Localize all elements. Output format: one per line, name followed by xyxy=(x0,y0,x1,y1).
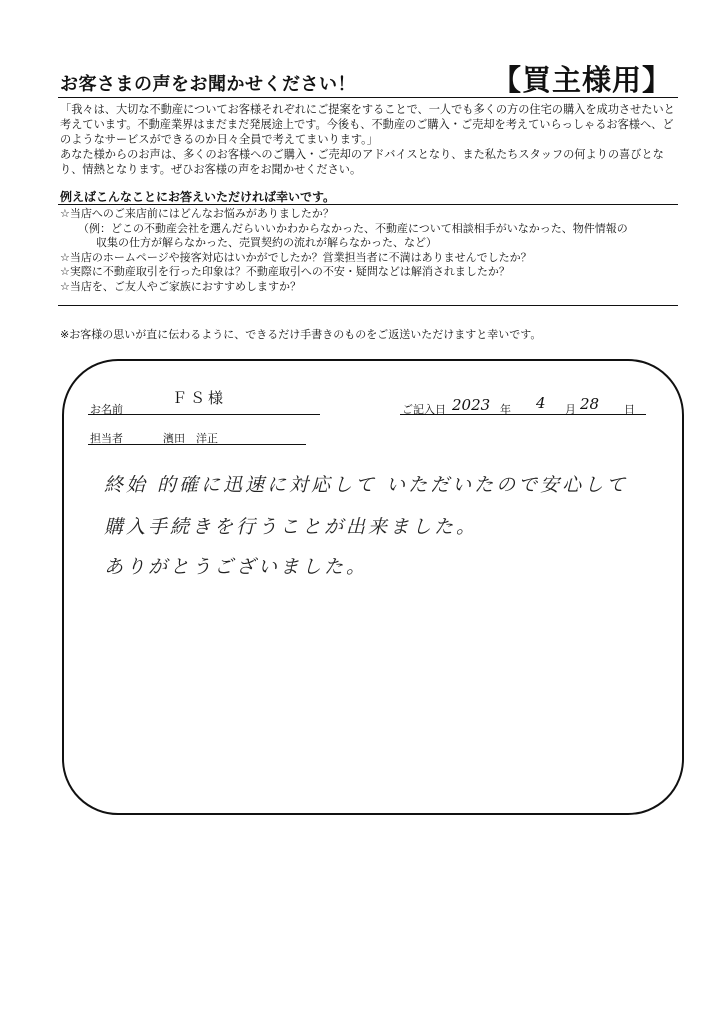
question-list xyxy=(60,207,628,295)
example-heading-underline xyxy=(58,204,678,205)
name-value: ＦＳ様 xyxy=(172,389,227,407)
year-unit: 年 xyxy=(500,403,511,416)
example-heading: 例えばこんなことにお答えいただければ幸いです。 xyxy=(60,190,336,204)
handwriting-note: ※お客様の思いが直に伝わるように、できるだけ手書きのものをご返送いただけますと幸いです。 xyxy=(60,328,542,341)
question-example-cont: 収集の仕方が解らなかった、売買契約の流れが解らなかった、など） xyxy=(96,236,437,250)
name-label: お名前 xyxy=(90,403,123,416)
questions-bottom-rule xyxy=(58,305,678,306)
name-underline xyxy=(88,414,320,415)
intro-paragraph-1: 「我々は、大切な不動産についてお客様それぞれにご提案をすることで、一人でも多くの方の住宅の購入を成功させたいと考えています。不動産業界はまだまだ発展途上です。今後も、不動産のご購入・ご売却を考えていらっしゃるお客様へ、どのようなサービスができるのか日々全員で考えてまいります。」 xyxy=(60,103,675,146)
message-line-2: 購入手続きを行うことが出来ました。 xyxy=(104,516,479,538)
buyer-badge: 【買主様用】 xyxy=(492,63,673,97)
staff-label: 担当者 xyxy=(90,432,123,445)
year-value: 2023 xyxy=(452,396,491,414)
question-example: （例：どこの不動産会社を選んだらいいかわからなかった、不動産について相談相手がいなかった、物件情報の xyxy=(78,221,628,235)
staff-underline xyxy=(88,444,306,445)
day-value: 28 xyxy=(580,395,600,413)
staff-value: 濱田 洋正 xyxy=(163,432,218,445)
question-item: ☆当店を、ご友人やご家族におすすめしますか？ xyxy=(60,279,301,293)
month-unit: 月 xyxy=(565,403,576,416)
question-item: ☆実際に不動産取引を行った印象は？不動産取引への不安・疑問などは解消されましたか？ xyxy=(60,265,510,279)
month-value: 4 xyxy=(536,394,546,412)
date-label: ご記入日 xyxy=(402,403,446,416)
day-unit: 日 xyxy=(624,403,635,416)
intro-text xyxy=(60,102,680,177)
title-underline xyxy=(58,97,678,98)
page-title: お客さまの声をお聞かせください！ xyxy=(60,74,356,95)
question-item: ☆当店へのご来店前にはどんなお悩みがありましたか？ xyxy=(60,207,334,220)
intro-paragraph-2: あなた様からのお声は、多くのお客様へのご購入・ご売却のアドバイスとなり、また私たちスタッフの何よりの喜びとなり、情熱となります。ぜひお客様の声をお聞かせください。 xyxy=(60,148,664,176)
question-item: ☆当店のホームページや接客対応はいかがでしたか？営業担当者に不満はありませんでしたか？ xyxy=(60,250,532,264)
response-frame xyxy=(62,359,684,815)
message-line-1: 終始 的確に迅速に対応して いただいたので安心して xyxy=(104,474,629,496)
date-underline xyxy=(400,414,646,415)
message-line-3: ありがとうございました。 xyxy=(104,556,369,578)
